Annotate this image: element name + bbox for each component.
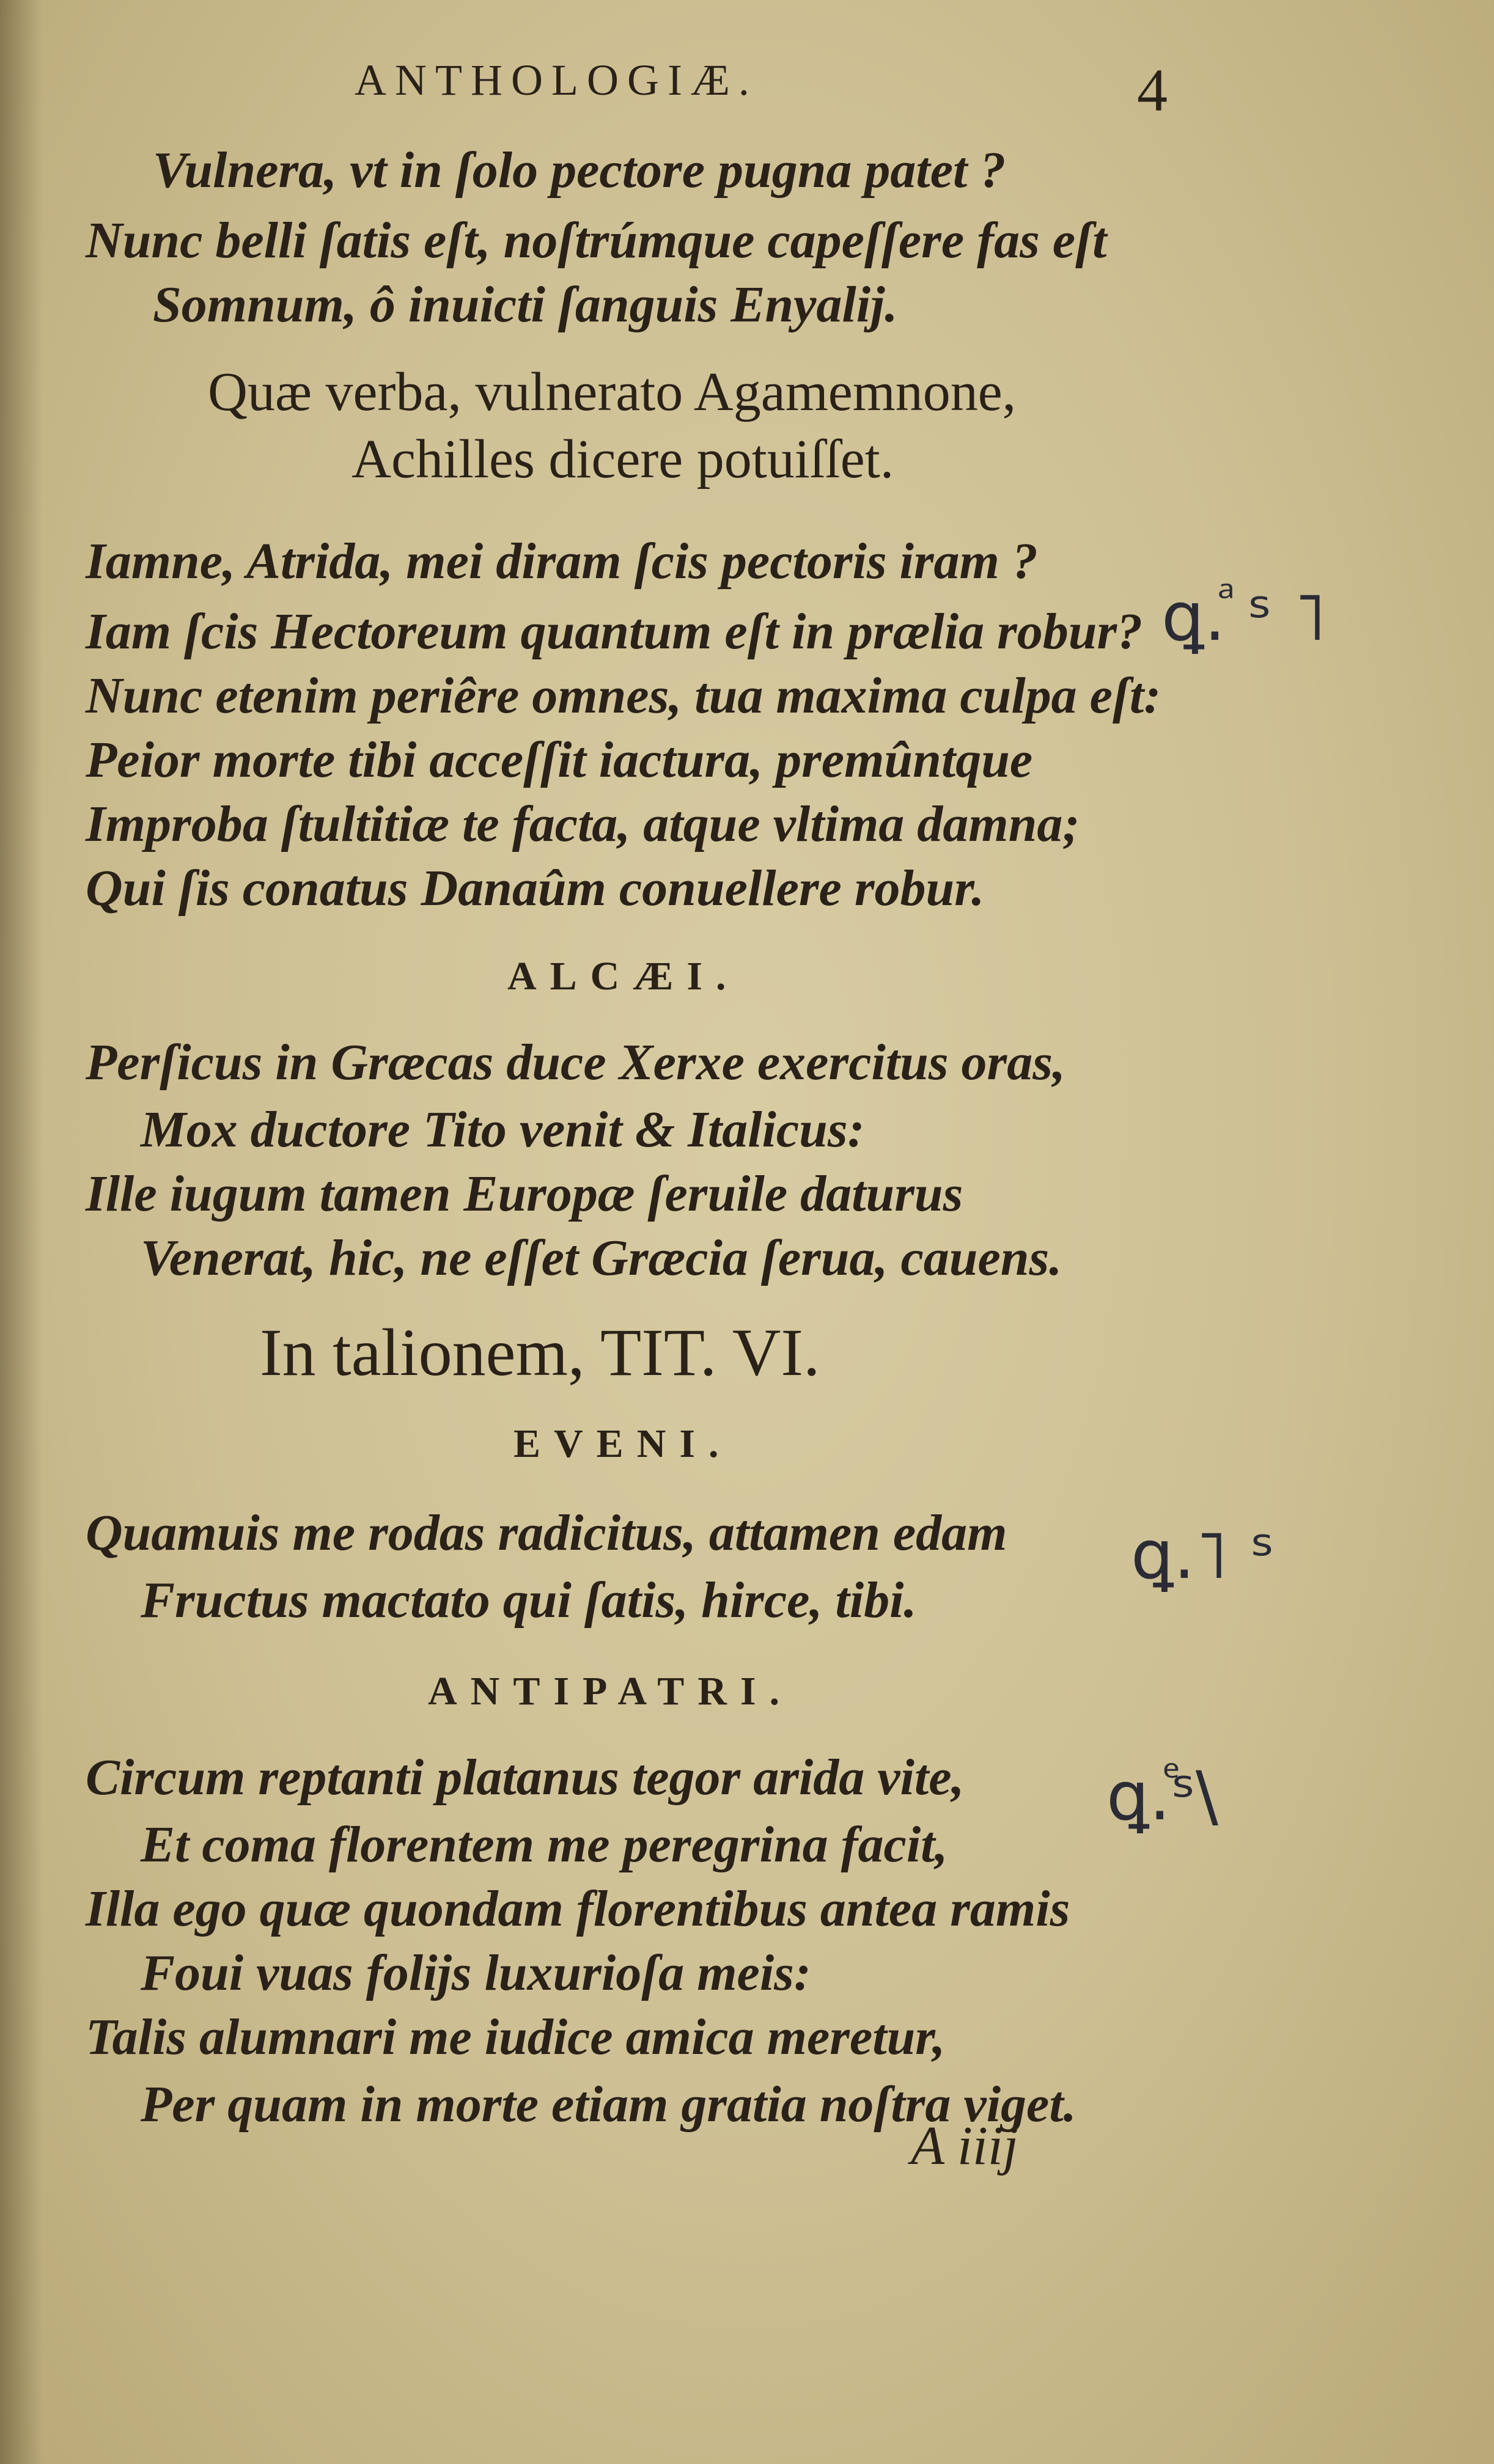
margin-annotation: ꝗ.ⷷˢ\ (1106, 1757, 1218, 1835)
running-head: ANTHOLOGIÆ. (355, 56, 758, 105)
verse-line: Foui vuas folijs luxurioſa meis: (141, 1945, 811, 2001)
section-heading: EVENI. (513, 1421, 732, 1466)
epigram-title: In talionem, TIT. VI. (260, 1315, 820, 1390)
verse-line: Nunc etenim periêre omnes, tua maxima culpa eſt: (86, 667, 1161, 724)
verse-line: Vulnera, vt in ſolo pectore pugna patet ? (153, 142, 1006, 199)
verse-line: Quamuis me rodas radicitus, attamen edam (86, 1505, 1007, 1561)
verse-line: Qui ſis conatus Danaûm conuellere robur. (86, 860, 985, 917)
section-heading: ALCÆI. (507, 954, 740, 999)
verse-line: Perſicus in Græcas duce Xerxe exercitus oras, (86, 1034, 1065, 1091)
verse-line: Iam ſcis Hectoreum quantum eſt in prælia robur? (86, 603, 1143, 660)
verse-line: Ille iugum tamen Europæ ſeruile daturus (86, 1165, 963, 1222)
verse-line: Fructus mactato qui ſatis, hirce, tibi. (141, 1572, 917, 1629)
verse-line: Nunc belli ſatis eſt, noſtrúmque capeſſere fas eſt (86, 212, 1107, 269)
verse-line: Talis alumnari me iudice amica meretur, (86, 2009, 946, 2066)
verse-line: Somnum, ô inuicti ſanguis Enyalij. (153, 276, 898, 333)
verse-line: Venerat, hic, ne eſſet Græcia ſerua, cauens. (141, 1230, 1062, 1286)
verse-line: Peior morte tibi acceſſit iactura, premûntque (86, 732, 1033, 788)
intro-line: Achilles dicere potuiſſet. (351, 429, 894, 490)
section-heading: ANTIPATRI. (428, 1669, 793, 1714)
margin-annotation: ꝗ.˥ ˢ (1131, 1516, 1275, 1594)
verse-line: Et coma florentem me peregrina facit, (141, 1816, 948, 1873)
verse-line: Iamne, Atrida, mei diram ſcis pectoris iram ? (86, 533, 1038, 590)
verse-line: Mox ductore Tito venit & Italicus: (141, 1101, 865, 1158)
signature-mark: A iiij (911, 2116, 1018, 2176)
page-number: 4 (1137, 56, 1168, 124)
verse-line: Circum reptanti platanus tegor arida vite, (86, 1749, 965, 1806)
page-gutter-shadow (0, 0, 43, 2464)
intro-line: Quæ verba, vulnerato Agamemnone, (208, 362, 1017, 422)
margin-annotation: ꝗ.ⷶ ˢ ˥ (1161, 578, 1327, 656)
verse-line: Per quam in morte etiam gratia noſtra viget. (141, 2076, 1076, 2133)
verse-line: Illa ego quæ quondam florentibus antea ramis (86, 1880, 1070, 1937)
verse-line: Improba ſtultitiæ te facta, atque vltima damna; (86, 796, 1080, 853)
